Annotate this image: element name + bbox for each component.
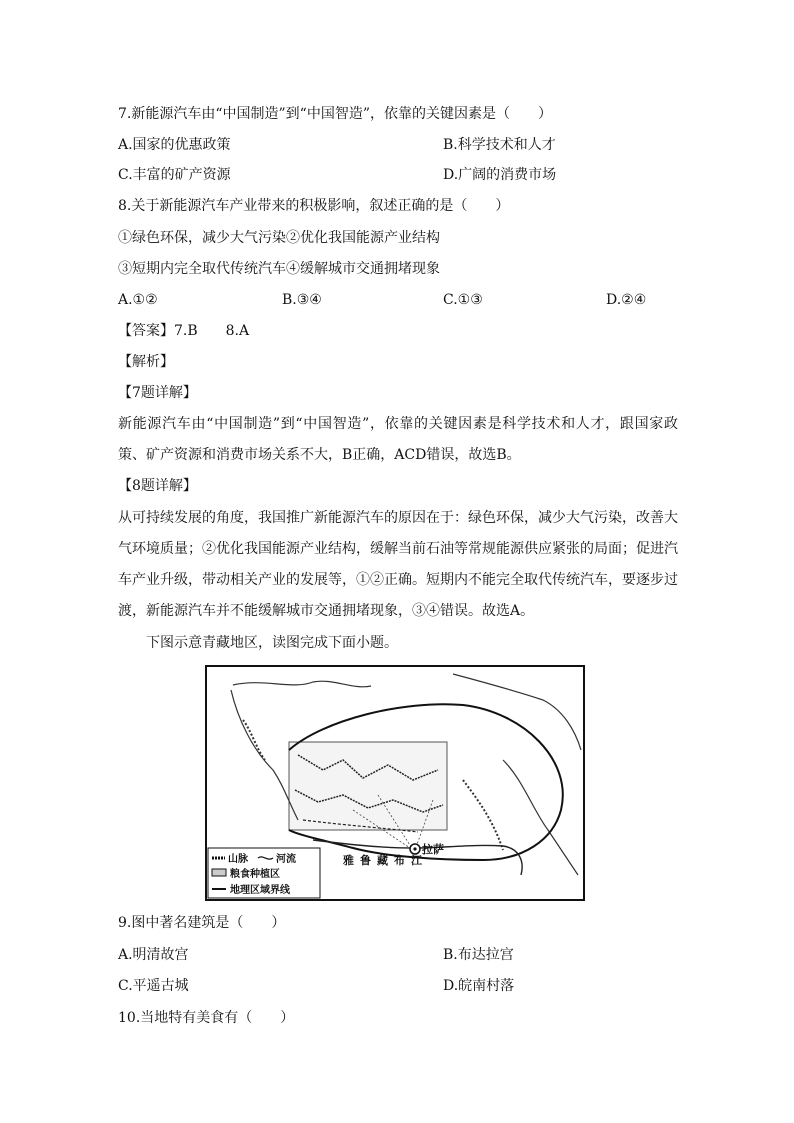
question-7-option-d: D.广阔的消费市场 <box>443 167 557 183</box>
legend-mountain: 山脉 <box>228 854 248 865</box>
terrain-inset <box>289 742 447 830</box>
question-9-option-c: C.平遥古城 <box>118 978 189 994</box>
analysis-heading: 【解析】 <box>118 354 174 370</box>
question-10-stem: 10.当地特有美食有（ ） <box>118 1010 295 1026</box>
q8-detail-text: 从可持续发展的角度，我国推广新能源汽车的原因在于：绿色环保，减少大气污染，改善大气环境质量；②优化我国能源产业结构，缓解当前石油等常规能源供应紧张的局面；促进汽车产业升级，带动相关产业的发展等，①②正确。短期内不能完全取代传统汽车，要逐步过渡，新能源汽车并不能缓解城市交通拥堵现象，③④错误。故选A。 <box>118 510 678 619</box>
q7-detail-text: 新能源汽车由“中国制造”到“中国智造”，依靠的关键因素是科学技术和人才，跟国家政策、矿产资源和消费市场关系不大，B正确，ACD错误，故选B。 <box>118 416 678 463</box>
legend-grain: 粮食种植区 <box>230 869 280 880</box>
question-8-option-a: A.①② <box>118 292 158 308</box>
answer-line: 【答案】7.B 8.A <box>118 323 250 339</box>
question-9-stem: 9.图中著名建筑是（ ） <box>118 915 286 931</box>
lhasa-label: 拉萨 <box>422 843 444 856</box>
map-intro: 下图示意青藏地区，读图完成下面小题。 <box>146 635 398 651</box>
question-8-statements-2: ③短期内完全取代传统汽车④缓解城市交通拥堵现象 <box>118 261 440 277</box>
question-7-option-a: A.国家的优惠政策 <box>118 137 231 153</box>
question-9-option-b: B.布达拉宫 <box>443 947 514 963</box>
legend-river: 河流 <box>276 854 296 865</box>
question-8-option-b: B.③④ <box>282 292 322 308</box>
question-7-stem: 7.新能源汽车由“中国制造”到“中国智造”，依靠的关键因素是（ ） <box>118 106 552 122</box>
q8-detail-heading: 【8题详解】 <box>118 478 197 494</box>
qinghai-tibet-map <box>203 660 587 904</box>
question-7-option-b: B.科学技术和人才 <box>443 137 556 153</box>
question-8-option-c: C.①③ <box>443 292 483 308</box>
question-8-statements-1: ①绿色环保，减少大气污染②优化我国能源产业结构 <box>118 230 440 246</box>
legend-boundary: 地理区域界线 <box>230 885 290 896</box>
q7-detail-heading: 【7题详解】 <box>118 385 197 401</box>
question-9-option-d: D.皖南村落 <box>443 978 515 994</box>
question-9-option-a: A.明清故宫 <box>118 947 189 963</box>
question-8-option-d: D.②④ <box>606 292 647 308</box>
question-7-option-c: C.丰富的矿产资源 <box>118 167 231 183</box>
river-label: 雅鲁藏布江 <box>343 854 428 867</box>
question-8-stem: 8.关于新能源汽车产业带来的积极影响，叙述正确的是（ ） <box>118 198 510 214</box>
